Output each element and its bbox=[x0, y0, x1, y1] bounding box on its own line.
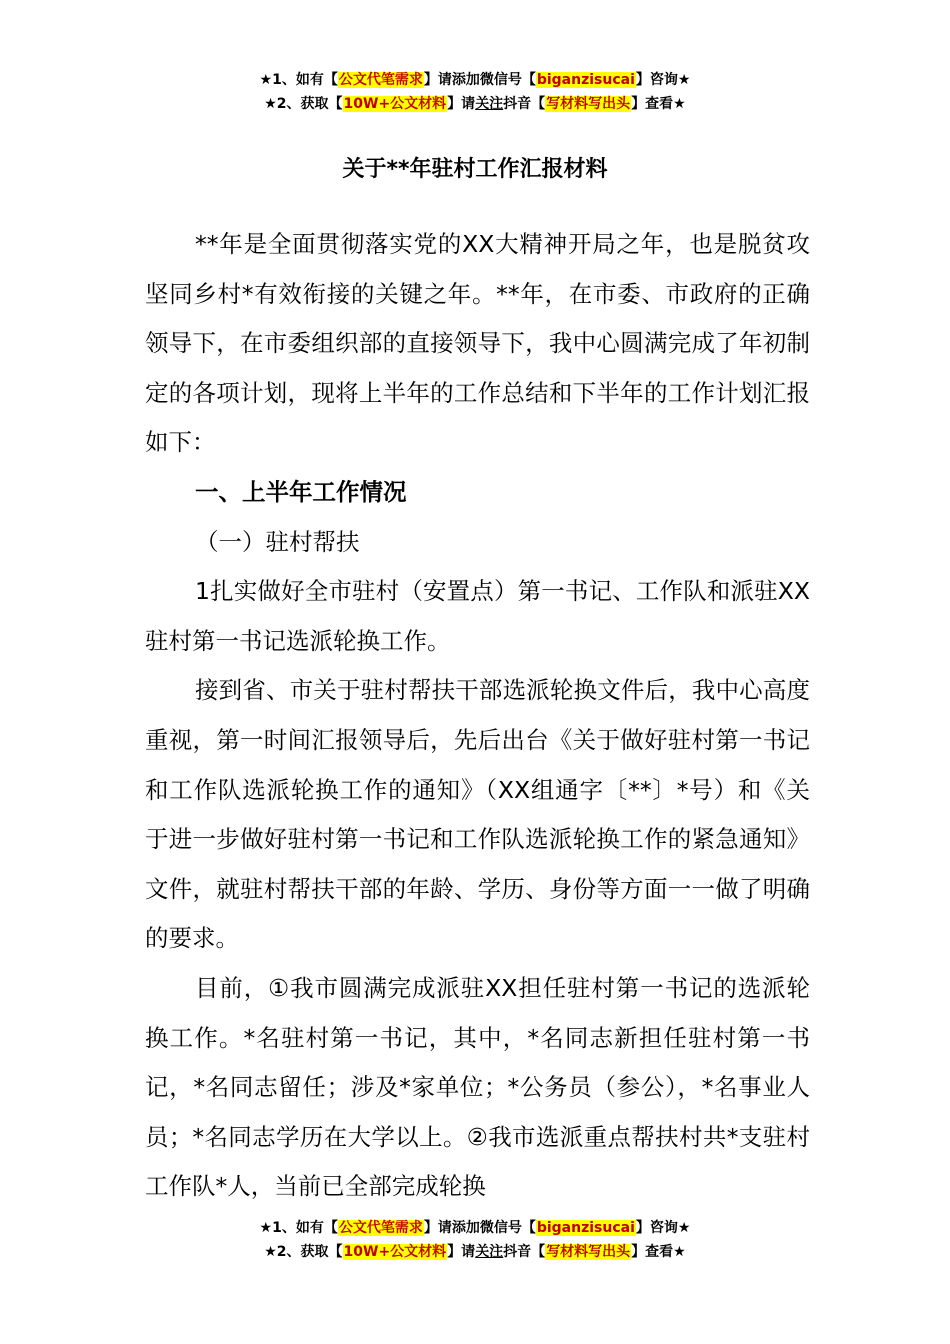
highlight-douyin: 写材料写出头 bbox=[546, 96, 631, 112]
highlight-wechat-id: biganzisucai bbox=[536, 72, 635, 88]
underlined-follow: 关注 bbox=[475, 1244, 504, 1260]
highlight-materials: 10W+公文材料 bbox=[343, 1244, 447, 1260]
header-banner bbox=[0, 68, 950, 116]
paragraph-3: 目前，①我市圆满完成派驻XX担任驻村第一书记的选派轮换工作。*名驻村第一书记，其中，*名同志新担任驻村第一书记，*名同志留任；涉及*家单位；*公务员（参公），*名事业人员；*名同志学历在大学以上。②我市选派重点帮扶村共*支驻村工作队*人，当前已全部完成轮换 bbox=[145, 973, 810, 1201]
highlight-douyin: 写材料写出头 bbox=[546, 1244, 631, 1260]
banner-line-2: ★2、获取【10W+公文材料】请关注抖音【写材料写出头】查看★ bbox=[264, 1244, 686, 1260]
highlight-wechat-id: biganzisucai bbox=[536, 1220, 635, 1236]
footer-banner bbox=[0, 1216, 950, 1264]
banner-line-1: ★1、如有【公文代笔需求】请添加微信号【biganzisucai】咨询★ bbox=[259, 72, 691, 88]
paragraph-2: 接到省、市关于驻村帮扶干部选派轮换文件后，我中心高度重视，第一时间汇报领导后，先后出台《关于做好驻村第一书记和工作队选派轮换工作的通知》（XX组通字〔**〕*号）和《关于进一步做好驻村第一书记和工作队选派轮换工作的紧急通知》文件，就驻村帮扶干部的年龄、学历、身份等方面一一做了明确的要求。 bbox=[145, 676, 810, 953]
highlight-materials: 10W+公文材料 bbox=[343, 96, 447, 112]
document-body bbox=[145, 220, 810, 1212]
underlined-follow: 关注 bbox=[475, 96, 504, 112]
section-heading: 一、上半年工作情况 bbox=[195, 477, 407, 506]
highlight-service: 公文代笔需求 bbox=[338, 72, 423, 88]
banner-line-2: ★2、获取【10W+公文材料】请关注抖音【写材料写出头】查看★ bbox=[264, 96, 686, 112]
paragraph-intro: **年是全面贯彻落实党的XX大精神开局之年，也是脱贫攻坚同乡村*有效衔接的关键之年。**年，在市委、市政府的正确领导下，在市委组织部的直接领导下，我中心圆满完成了年初制定的各项计划，现将上半年的工作总结和下半年的工作计划汇报如下： bbox=[145, 230, 810, 457]
document-title: 关于**年驻村工作汇报材料 bbox=[342, 157, 608, 182]
paragraph-item-1: 1扎实做好全市驻村（安置点）第一书记、工作队和派驻XX驻村第一书记选派轮换工作。 bbox=[145, 577, 810, 655]
banner-line-1: ★1、如有【公文代笔需求】请添加微信号【biganzisucai】咨询★ bbox=[259, 1220, 691, 1236]
highlight-service: 公文代笔需求 bbox=[338, 1220, 423, 1236]
subsection-heading: （一）驻村帮扶 bbox=[195, 527, 360, 556]
